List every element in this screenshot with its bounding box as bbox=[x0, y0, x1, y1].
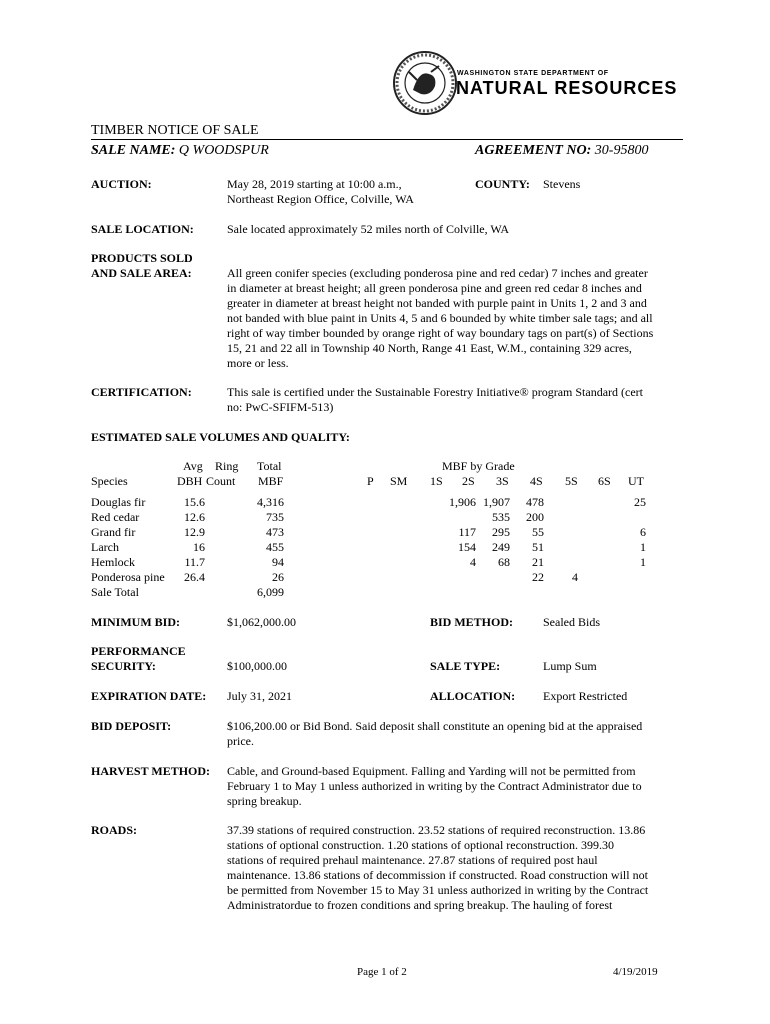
certification-line-1: no: PwC-SFIFM-513) bbox=[227, 400, 334, 414]
performance-label-2: SECURITY: bbox=[91, 659, 156, 673]
logo-dept-line: WASHINGTON STATE DEPARTMENT OF bbox=[457, 70, 609, 77]
vol-cell-dbh: 15.6 bbox=[184, 495, 205, 509]
expiration-value: July 31, 2021 bbox=[227, 689, 293, 703]
agreement-label: AGREEMENT NO: bbox=[475, 143, 592, 158]
products-line-0: All green conifer species (excluding ponderosa pine and red cedar) 7 inches and greater bbox=[227, 266, 648, 280]
hdr-dbh: DBH bbox=[177, 474, 203, 488]
sale-name-label: SALE NAME: bbox=[91, 143, 176, 158]
vol-cell-species: Grand fir bbox=[91, 525, 136, 539]
county-label: COUNTY: bbox=[475, 177, 530, 191]
vol-cell-g4s: 22 bbox=[532, 570, 544, 584]
vol-cell-g3s: 249 bbox=[492, 540, 510, 554]
hdr-count: Count bbox=[206, 474, 236, 488]
volumes-heading: ESTIMATED SALE VOLUMES AND QUALITY: bbox=[91, 430, 350, 444]
vol-cell-ut: 1 bbox=[640, 540, 646, 554]
hdr-6s: 6S bbox=[598, 474, 611, 488]
vol-cell-ut: 6 bbox=[640, 525, 646, 539]
sale-type-value: Lump Sum bbox=[543, 659, 597, 673]
footer-date: 4/19/2019 bbox=[613, 966, 658, 978]
vol-cell-total: 94 bbox=[272, 555, 284, 569]
hdr-p: P bbox=[367, 474, 374, 488]
certification-line-0: This sale is certified under the Sustainable Forestry Initiative® program Standard (cert bbox=[227, 385, 643, 399]
hdr-species: Species bbox=[91, 474, 128, 488]
sale-name-line bbox=[91, 142, 269, 159]
vol-cell-ut: 1 bbox=[640, 555, 646, 569]
hdr-ut: UT bbox=[628, 474, 644, 488]
doc-title: TIMBER NOTICE OF SALE bbox=[91, 123, 259, 138]
auction-label: AUCTION: bbox=[91, 177, 152, 191]
vol-cell-g5s: 4 bbox=[572, 570, 578, 584]
performance-label-1: PERFORMANCE bbox=[91, 644, 186, 658]
hdr-2s: 2S bbox=[462, 474, 475, 488]
vol-cell-g2s: 117 bbox=[458, 525, 476, 539]
vol-cell-total: 4,316 bbox=[257, 495, 284, 509]
hdr-total: Total bbox=[257, 459, 282, 473]
expiration-label: EXPIRATION DATE: bbox=[91, 689, 207, 703]
vol-cell-total: 455 bbox=[266, 540, 284, 554]
bid-method-label: BID METHOD: bbox=[430, 615, 514, 629]
products-label-1: PRODUCTS SOLD bbox=[91, 251, 193, 265]
hdr-1s: 1S bbox=[430, 474, 443, 488]
vol-cell-total: 26 bbox=[272, 570, 284, 584]
hdr-sm: SM bbox=[390, 474, 408, 488]
vol-cell-g4s: 55 bbox=[532, 525, 544, 539]
title-rule bbox=[91, 139, 683, 140]
vol-cell-g2s: 4 bbox=[470, 555, 476, 569]
allocation-value: Export Restricted bbox=[543, 689, 628, 703]
products-line-2: greater in diameter at breast height not banded with purple paint in Units 1, 2 and 3 and bbox=[227, 296, 647, 310]
allocation-label: ALLOCATION: bbox=[430, 689, 516, 703]
vol-cell-species: Hemlock bbox=[91, 555, 135, 569]
minimum-bid-label: MINIMUM BID: bbox=[91, 615, 180, 629]
bid-deposit-line-1: price. bbox=[227, 734, 254, 748]
harvest-label: HARVEST METHOD: bbox=[91, 764, 211, 778]
vol-cell-total: 473 bbox=[266, 525, 284, 539]
certification-label: CERTIFICATION: bbox=[91, 385, 192, 399]
roads-line-5: Administratordue to frozen conditions and spring breakup. The hauling of forest bbox=[227, 898, 613, 912]
vol-cell-total: 6,099 bbox=[257, 585, 284, 599]
roads-line-0: 37.39 stations of required construction. 23.52 stations of required reconstruction. 13.86 bbox=[227, 823, 646, 837]
products-line-4: right of way timber bounded by orange right of way boundary tags on part(s) of Sections bbox=[227, 326, 654, 340]
vol-cell-g4s: 478 bbox=[526, 495, 544, 509]
bid-deposit-label: BID DEPOSIT: bbox=[91, 719, 172, 733]
products-line-1: in diameter at breast height; all green ponderosa pine and green red cedar 8 inches and bbox=[227, 281, 642, 295]
minimum-bid-value: $1,062,000.00 bbox=[227, 615, 296, 629]
roads-line-1: stations of optional construction. 1.20 stations of optional reconstruction. 399.30 bbox=[227, 838, 614, 852]
county-value: Stevens bbox=[543, 177, 581, 191]
hdr-mbf: MBF bbox=[258, 474, 284, 488]
vol-cell-g3s: 295 bbox=[492, 525, 510, 539]
vol-cell-dbh: 26.4 bbox=[184, 570, 205, 584]
auction-line-2: Northeast Region Office, Colville, WA bbox=[227, 192, 414, 206]
vol-cell-ut: 25 bbox=[634, 495, 646, 509]
vol-cell-total: 735 bbox=[266, 510, 284, 524]
vol-cell-species: Red cedar bbox=[91, 510, 140, 524]
hdr-4s: 4S bbox=[530, 474, 543, 488]
vol-cell-species: Larch bbox=[91, 540, 119, 554]
page-number: Page 1 of 2 bbox=[357, 966, 407, 978]
vol-cell-g4s: 51 bbox=[532, 540, 544, 554]
vol-cell-g3s: 535 bbox=[492, 510, 510, 524]
roads-line-4: be permitted from November 15 to May 31 unless authorized in writing by the Contract bbox=[227, 883, 649, 897]
auction-line-1: May 28, 2019 starting at 10:00 a.m., bbox=[227, 177, 402, 191]
vol-cell-g1s: 1,906 bbox=[449, 495, 476, 509]
hdr-5s: 5S bbox=[565, 474, 578, 488]
logo-brand-line: NATURAL RESOURCES bbox=[456, 78, 678, 98]
bid-method-value: Sealed Bids bbox=[543, 615, 600, 629]
vol-cell-dbh: 12.9 bbox=[184, 525, 205, 539]
performance-value: $100,000.00 bbox=[227, 659, 287, 673]
dnr-logo bbox=[391, 50, 681, 116]
sale-name-value: Q WOODSPUR bbox=[178, 143, 269, 158]
vol-cell-species: Ponderosa pine bbox=[91, 570, 165, 584]
roads-line-3: maintenance. 13.86 stations of decommission if constructed. Road construction will not bbox=[227, 868, 648, 882]
hdr-ring: Ring bbox=[215, 459, 239, 473]
products-label-2: AND SALE AREA: bbox=[91, 266, 192, 280]
harvest-line-2: spring breakup. bbox=[227, 794, 302, 808]
vol-cell-g4s: 21 bbox=[532, 555, 544, 569]
sale-type-label: SALE TYPE: bbox=[430, 659, 501, 673]
agreement-value: 30-95800 bbox=[594, 143, 649, 158]
roads-label: ROADS: bbox=[91, 823, 138, 837]
products-line-3: not banded with blue paint in Units 4, 5 and 6 bounded by white timber sale tags; and all bbox=[227, 311, 653, 325]
hdr-avg: Avg bbox=[183, 459, 203, 473]
vol-cell-species: Douglas fir bbox=[91, 495, 146, 509]
bid-deposit-line-0: $106,200.00 or Bid Bond. Said deposit shall constitute an opening bid at the appraised bbox=[227, 719, 643, 733]
vol-cell-g3s: 68 bbox=[498, 555, 510, 569]
vol-cell-dbh: 11.7 bbox=[184, 555, 205, 569]
products-line-5: 15, 21 and 22 all in Township 40 North, Range 41 East, W.M., containing 329 acres, bbox=[227, 341, 632, 355]
vol-cell-g4s: 200 bbox=[526, 510, 544, 524]
vol-cell-g2s: 154 bbox=[458, 540, 476, 554]
hdr-mbf-by-grade: MBF by Grade bbox=[442, 459, 515, 473]
products-line-6: more or less. bbox=[227, 356, 289, 370]
hdr-3s: 3S bbox=[496, 474, 509, 488]
agreement-line bbox=[475, 142, 648, 159]
harvest-line-1: February 1 to May 1 unless authorized in writing by the Contract Administrator due to bbox=[227, 779, 642, 793]
vol-cell-dbh: 16 bbox=[193, 540, 205, 554]
sale-location-label: SALE LOCATION: bbox=[91, 222, 194, 236]
harvest-line-0: Cable, and Ground-based Equipment. Falling and Yarding will not be permitted from bbox=[227, 764, 636, 778]
vol-cell-species: Sale Total bbox=[91, 585, 139, 599]
vol-cell-g2s: 1,907 bbox=[483, 495, 510, 509]
vol-cell-dbh: 12.6 bbox=[184, 510, 205, 524]
roads-line-2: stations of required prehaul maintenance. 27.87 stations of required post haul bbox=[227, 853, 598, 867]
sale-location-value: Sale located approximately 52 miles north of Colville, WA bbox=[227, 222, 510, 236]
